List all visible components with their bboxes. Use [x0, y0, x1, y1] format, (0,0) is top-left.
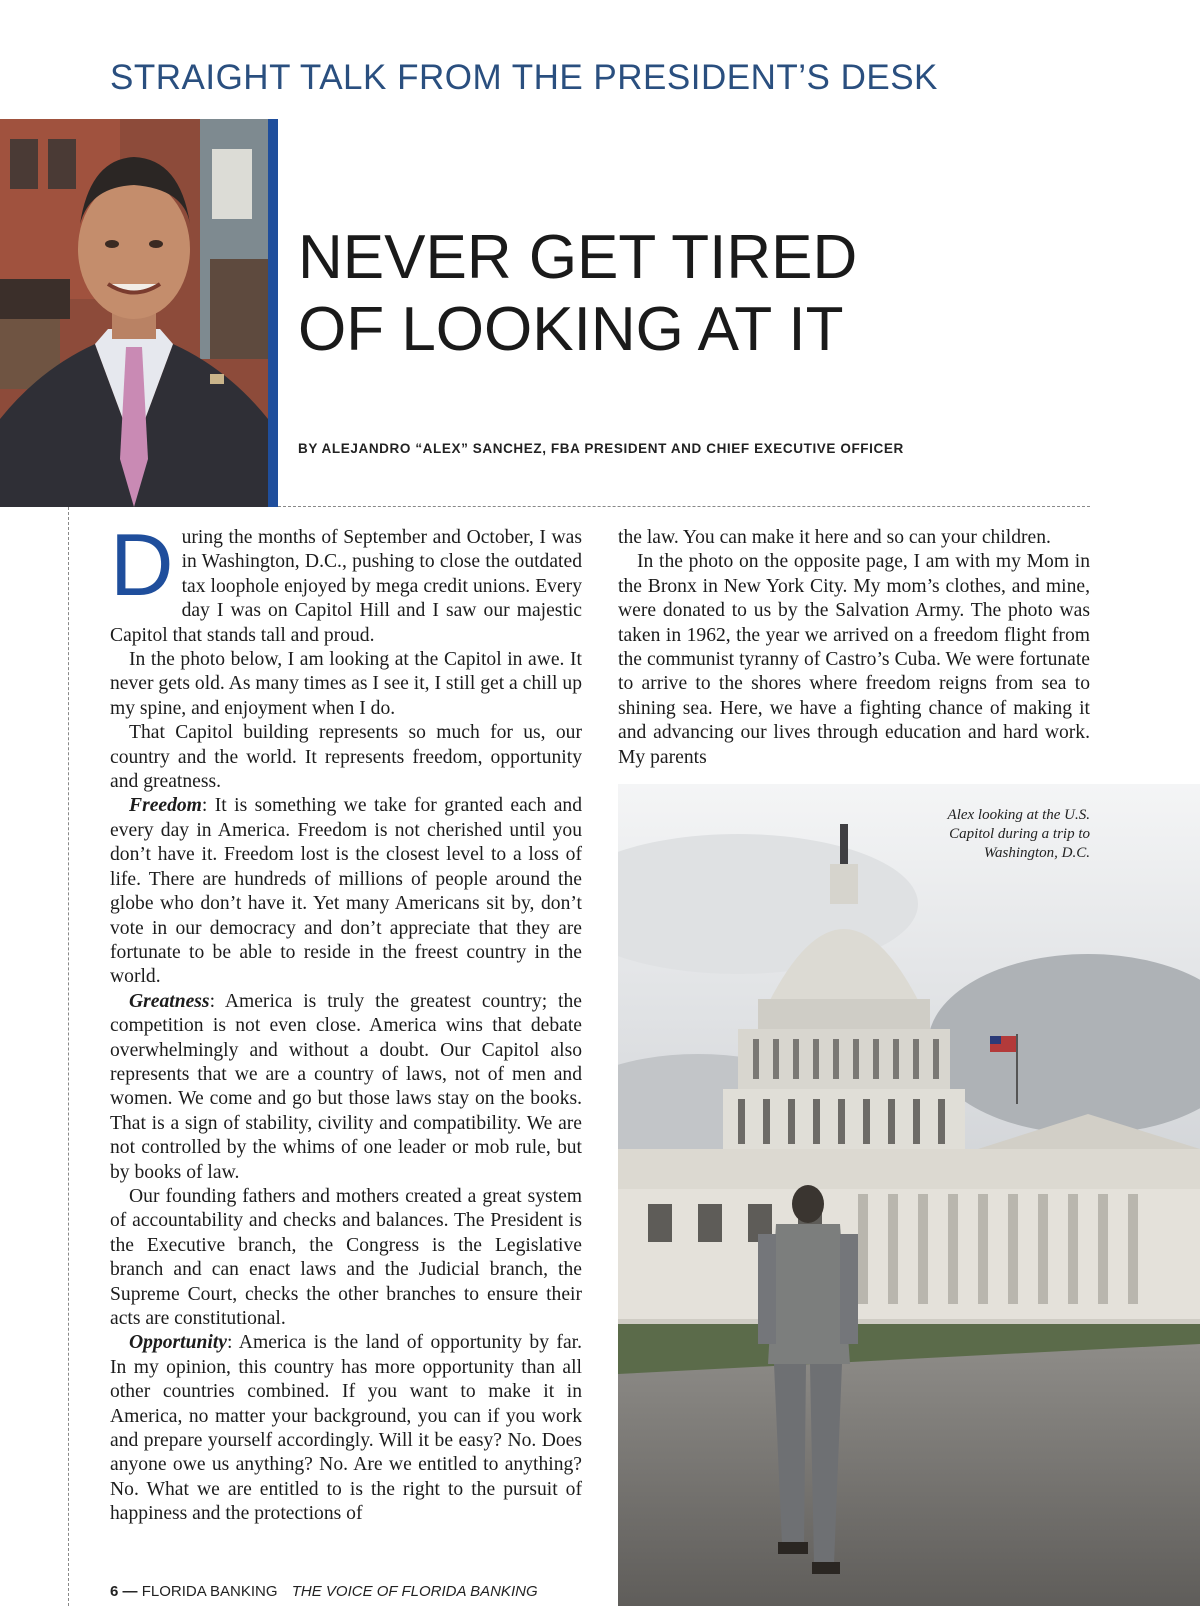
paragraph: Our founding fathers and mothers created a great system of accountability and checks and balances. The President is the Executive branch, the Congress is the Legislative branch and can enact laws and the Judicial branch, the Supreme Court, checks the other branches to ensure their acts are constitutional.: [110, 1185, 582, 1329]
article-column-2: [618, 526, 1090, 770]
page-number: 6: [110, 1583, 119, 1600]
paragraph-text: : It is something we take for granted each and every day in America. Freedom is not cherished until you don’t have it. Freedom lost is the closest level to a loss of life. There are hundreds of millions of people around the globe who don’t have it. Yet many Americans sit by, don’t vote in our democracy and don’t appreciate that they are fortunate to be able to reside in the freest country in the world.: [110, 795, 582, 988]
caption-line: Washington, D.C.: [983, 845, 1090, 861]
caption-line: Alex looking at the U.S.: [947, 807, 1090, 823]
caption-line: Capitol during a trip to: [949, 826, 1090, 842]
paragraph: In the photo below, I am looking at the Capitol in awe. It never gets old. As many times as I see it, I still get a chill up my spine, and enjoyment when I do.: [110, 649, 582, 719]
paragraph: [110, 990, 582, 1185]
article-column-1: [110, 515, 582, 1527]
dashed-divider-horizontal: [278, 506, 1090, 507]
paragraph: In the photo on the opposite page, I am with my Mom in the Bronx in New York City. My mom’s clothes, and mine, were donated to us by the Salvation Army. The photo was taken in 1962, the year we arrived on a freedom flight from the communist tyranny of Castro’s Cuba. We were fortunate to arrive to the shores where freedom reigns from sea to shining sea. Here, we have a fighting chance of making it and advancing our lives through education and hard work. My parents: [618, 551, 1090, 768]
author-headshot: [0, 119, 268, 507]
footer-separator: —: [122, 1583, 138, 1600]
paragraph: That Capitol building represents so much for us, our country and the world. It represents freedom, opportunity and greatness.: [110, 722, 582, 793]
drop-cap: D: [110, 515, 174, 614]
run-in-label: Freedom: [129, 795, 202, 817]
page-footer: [110, 1583, 538, 1600]
section-kicker: STRAIGHT TALK FROM THE PRESIDENT’S DESK: [110, 58, 938, 97]
paragraph: the law. You can make it here and so can your children.: [618, 527, 1051, 548]
headline-line-1: NEVER GET TIRED: [298, 223, 858, 292]
publication-name: FLORIDA BANKING: [141, 1583, 278, 1600]
paragraph: [110, 1331, 582, 1526]
accent-bar: [268, 119, 278, 507]
photo-caption: [868, 806, 1090, 863]
capitol-photo: [618, 784, 1200, 1606]
run-in-label: Greatness: [129, 990, 210, 1012]
paragraph-text: : America is truly the greatest country; the competition is not even close. America wins that debate overwhelmingly and without a doubt. Our Capitol also represents that we are a country of laws, not of men and women. We come and go but those laws stay on the books. That is a sign of stability, civility and compatibility. We are not controlled by the whims of one leader or mob rule, but by books of law.: [110, 990, 582, 1183]
headline-line-2: OF LOOKING AT IT: [298, 295, 844, 364]
byline: BY ALEJANDRO “ALEX” SANCHEZ, FBA PRESIDENT AND CHIEF EXECUTIVE OFFICER: [298, 441, 904, 456]
run-in-label: Opportunity: [129, 1332, 227, 1354]
paragraph: [110, 794, 582, 989]
paragraph: [110, 515, 582, 648]
dashed-divider-vertical: [68, 507, 69, 1606]
article-headline: [298, 222, 857, 366]
paragraph-text: uring the months of September and October, I was in Washington, D.C., pushing to close the outdated tax loophole enjoyed by mega credit unions. Every day I was on Capitol Hill and I saw our majestic Capitol that stands tall and proud.: [110, 527, 582, 646]
publication-tagline: THE VOICE OF FLORIDA BANKING: [291, 1583, 538, 1600]
paragraph-text: : America is the land of opportunity by far. In my opinion, this country has more opportunity than all other countries combined. If you want to make it in America, no matter your background, you can if you work and prepare yourself accordingly. Will it be easy? No. Does anyone owe us anything? No. Are we entitled to anything? No. What we are entitled to is the right to the pursuit of happiness and the protections of: [110, 1332, 582, 1525]
